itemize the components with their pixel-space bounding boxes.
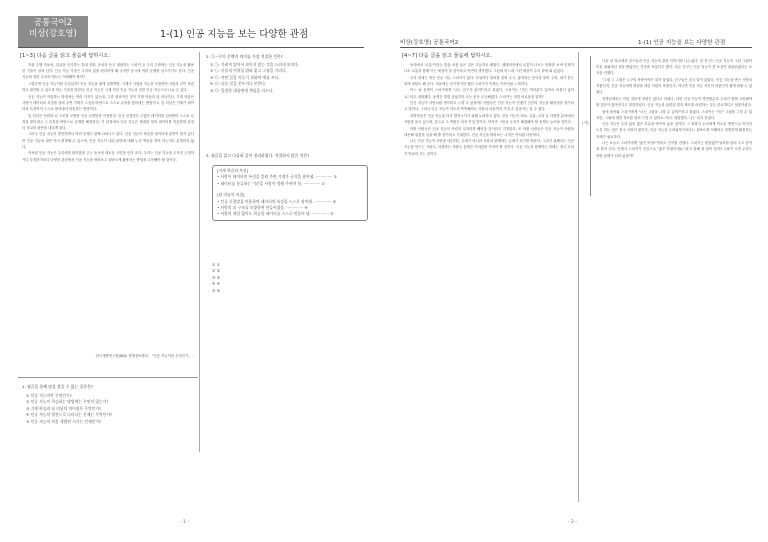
question-2-options xyxy=(210,62,365,94)
paragraph: 그렇다면 인공 지능이란 무엇일까? 인공 지능을 쉽게 설명하면, 기계가 사람의 지능을 모방하여 사람과 같이 학습하고 판단할 수 있도록 하는 기술을 말한다. 인공 지능은 크게 약한 인공 지능과 강한 인공 지능으로 나눌 수 있다. xyxy=(22,81,194,93)
option[interactable]: ① ㉠: 가려져 있어서 보이지 않는 것을 드러내 보이다. xyxy=(210,62,300,67)
choice[interactable]: ② ② xyxy=(212,268,221,274)
box-item: • 사람의 뇌 구조를 모방하여 만들어졌음. ·············· ④ xyxy=(217,205,308,211)
paragraph: 자율 주행 자동차, 얼굴을 인식하는 휴대 전화, 음성을 듣고 대답하는 스피커 등 우리 주변에는 인공 지능을 활용한 기술이 넘쳐 난다. 인공 지능 기술은 우리의 삶을 편리하게 해 주지만 동시에 여러 문제를 일으키기도 한다. 인공 지능에 대한 우리의 태도는 어떠해야 할까? xyxy=(22,63,194,80)
passage-source: - 한국개발연구원(KDI) 경제정보센터, 「인공 지능이란 무엇인가」 - xyxy=(93,354,194,358)
option[interactable]: ⑤ 인공 지능이 처음 개발된 시기는 언제인가? xyxy=(26,418,102,424)
option[interactable]: ③ ㉢: 어떤 일을 이루기 위하여 애를 쓰다. xyxy=(210,74,280,80)
page-title: 1-(1) 인공 지능을 보는 다양한 관점 xyxy=(160,29,309,40)
paragraph: 선생님께서는 이런 질문에 정답은 없다고 하셨다. 다만 인공 지능이 발전할수록 우리가 함께 고민해야 할 질문이 많아진다고 말씀하셨다. 인공 지능과 관련된 법과 제도를 마련하는 일도 중요하다고 덧붙이셨다. xyxy=(596,96,752,108)
paragraph: 어떤 사람들은 인공 지능이 사람의 일자리를 빼앗을 것이라고 걱정한다. 또 어떤 사람들은 인공 지능이 사람을 대신해 위험한 일을 해 줄 것이라고 기대한다. 인공 지능을 바라보는 시각은 이처럼 다양하다. xyxy=(404,126,574,137)
paragraph: 인공 지능이 학습하는 방법에는 여러 가지가 있는데, 그중 대표적인 것이 기계 학습과 딥 러닝이다. 기계 학습은 사람이 데이터의 특징을 알려 주면 기계가 그것을 바탕으로 스스로 규칙을 찾아내는 방법이고, 딥 러닝은 기계가 데이터의 특징까지 스스로 찾아내어 학습하는 방법이다. xyxy=(22,94,194,112)
column-divider xyxy=(199,52,200,452)
box-heading: [기계 학습의 특징] xyxy=(217,168,249,173)
paragraph: 집에 돌아와 스피커에게 "너는 그림을 그릴 수 있어?"라고 물었다. 스피커는 "저는 그림을 그릴 수 없지만, 그림에 대한 정보를 알려 드릴 수 있어요."라고 대답했다. 나는 피식 웃었다. xyxy=(596,109,752,120)
box-heading: [딥 러닝의 특징] xyxy=(217,192,245,198)
question-3-stem: 3. 윗글을 읽고 다음과 같이 정리하였다. 적절하지 않은 것은? xyxy=(206,153,310,158)
box-item: • 사람의 개입 없이도 학습할 데이터를 스스로 만들어 냄. ·············· ⑤ xyxy=(217,211,334,217)
side-mark: (가) xyxy=(582,120,589,125)
paragraph: 이처럼 인공 지능은 우리에게 편리함을 주는 동시에 새로운 고민을 안겨 준다. 우리는 인공 지능을 무조건 긍정하거나 부정하기보다 다양한 관점에서 인공 지능을 바라보고 올바르게 활용하는 방법을 고민해야 할 것이다. xyxy=(22,151,194,162)
option[interactable]: ③ 기계 학습과 딥 러닝의 차이점은 무엇인가? xyxy=(26,405,102,411)
option[interactable]: ② ㉡: 사물의 이치를 밝혀 옳고 그름을 가리다. xyxy=(210,68,287,74)
box-item: • 인공 신경망을 이용하여 데이터의 특징을 스스로 찾아냄. ·············· ③ xyxy=(217,198,336,204)
option[interactable]: ① 인공 지능이란 무엇인가? xyxy=(26,393,72,398)
paragraph: "그럼 그 그림은 누구의 작품이야?" 내가 물었다. 친구들은 잠시 말이 없었다. 인공 지능을 만든 사람의 작품인지, 인공 지능에게 명령을 내린 사람의 작품인지, 아니면 인공 지능 자신의 작품인지 쉽게 답할 수 없었다. xyxy=(596,77,752,95)
choice[interactable]: ③ ③ xyxy=(212,274,221,280)
page-number-1: - 1 - xyxy=(180,520,189,525)
option[interactable]: ④ ㉣: 다른 것을 본뜨거나 본받다. xyxy=(210,81,267,87)
choice[interactable]: ⑤ ⑤ xyxy=(212,287,221,293)
passage-2-left xyxy=(404,62,574,157)
page-number-2: - 2 - xyxy=(568,520,577,525)
summary-box xyxy=(212,165,368,221)
page2-header-left: 비상(강호영) 공통국어2 xyxy=(400,40,459,46)
question-2-stem: 2. ㉠~㉤의 문맥적 의미를 가장 적절한 것은? xyxy=(206,54,283,59)
paragraph: 그러나 인공 지능이 발전하면서 여러 문제도 함께 나타나고 있다. 인공 지능이 학습한 데이터에 편견이 담겨 있다면 인공 지능의 판단 역시 편향될 수 있으며, 인공 지능이 내린 판단에 대해 누가 책임을 져야 하는지도 분명하지 않다. xyxy=(22,132,194,149)
paragraph: 동네에서 '로봇'이라는 말을 처음 들은 것은 초등학교 때였다. 텔레비전에서 로봇이 나오는 만화를 보며 언젠가 나도 로봇과 함께 사는 세상이 올 것이라고 막연히 생각했다. 그런데 어느새 그런 세상이 우리 곁에 와 있었다. xyxy=(404,63,574,74)
option[interactable]: ⑤ ㉤: 일정한 대상에게 책임을 지우다. xyxy=(210,87,274,93)
paragraph: 딥 러닝은 사람의 뇌 구조를 모방한 인공 신경망을 이용한다. 인공 신경망은 수많은 데이터를 입력받아 스스로 특징을 찾아내고 그 특징을 바탕으로 문제를 해결한다. 이 과정에서 인공 지능은 방대한 양의 데이터를 학습하며 점점 더 정교한 판단을 내리게 된다. xyxy=(22,113,194,130)
paragraph: 다음 날 학교에서 친구들과 인공 지능에 관한 이야기를 나누었다. 한 친구는 인공 지능이 그린 그림이 미술 대회에서 상을 받았다는 기사를 보았다고 했다. 다른 친구는 인공 지능이 쓴 소설이 출판되었다는 소식을 전했다. xyxy=(596,59,752,76)
paragraph: 어느 날 동생이 스피커에게 "너는 친구가 있어?"라고 물었다. 스피커는 "저는 여러분이 있어서 외롭지 않아요."라고 대답했다. 동생은 깔깔 웃었지만 나는 문득 궁금해졌다. 스피커는 정말 외로움을 알까? xyxy=(404,88,574,99)
question-3-choices xyxy=(212,262,272,294)
paragraph: 과학자들은 인공 지능을 더욱 발전시키기 위해 노력하고 있다. 인공 지능은 의료, 교통, 교육 등 다양한 분야에서 사람을 돕고 있으며, 앞으로 그 역할은 더욱 커질 것이다. 하지만 그만큼 우리가 해결해야 할 문제도 늘어날 것이다. xyxy=(404,113,574,125)
page2-header-rule xyxy=(400,47,752,48)
paragraph: 우리 집에는 작은 인공 지능 스피커가 있다. 아침마다 날씨를 알려 주고, 좋아하는 음악을 틀어 주며, 내가 묻는 말에 대답도 해 준다. 처음에는 신기하기만 했던 스피커가 이제는 가족처럼 느껴진다. xyxy=(404,75,574,86)
publisher-name: 비상(강호영) xyxy=(29,29,77,39)
paragraph: 인공 지능이 사람처럼 생각하고 느낄 수 있을까? 사람들은 인공 지능이 언젠가 인간의 지능을 뛰어넘을 것이라고 말한다. 그러나 인공 지능이 아무리 똑똑해져도 사람의 마음까지 가질 수 있을지는 알 수 없다. xyxy=(404,101,574,112)
option[interactable]: ② 인공 지능이 학습하는 방법에는 무엇이 있는가? xyxy=(26,399,109,405)
page2-header-right: 1-(1) 인공 지능을 보는 다양한 관점 xyxy=(638,40,726,46)
header-rule xyxy=(18,47,364,48)
subject-header-box xyxy=(18,16,88,48)
passage-2-right xyxy=(596,58,752,159)
question-1-stem: 1. 윗글을 통해 답을 찾을 수 없는 질문은? xyxy=(22,384,93,389)
paragraph: 나는 오늘도 스피커에게 "좋은 아침!"이라고 인사를 건넨다. 스피커는 변함없이 날씨를 알려 주고 음악을 틀어 준다. 언젠가 스피커가 진심으로 "좋은 아침이에요."라고 말해 줄 날이 올까? 그날이 오면 우리는 어떤 관계가 되어 있을까? xyxy=(596,141,752,158)
passage-1 xyxy=(22,62,194,163)
subject-name: 공통국어2 xyxy=(33,18,73,28)
option[interactable]: ④ 인공 지능의 발전으로 나타나는 문제는 무엇인가? xyxy=(26,412,113,418)
instruction-1: [1~3] 다음 글을 읽고 물음에 답하시오. xyxy=(20,53,111,59)
paragraph: 인공 지능은 우리 삶의 많은 부분을 바꾸어 놓을 것이다. 그 변화가 우리에게 이로운 방향으로 이어지도록 하는 것은 결국 사람의 몫이다. 인공 지능을 두려워하기보다는 올바르게 이해하고 현명하게 활용하는 자세가 필요하다. xyxy=(596,122,752,139)
question-1-rule xyxy=(18,377,198,378)
box-item: • 데이터를 분류하는 기준을 사람이 정해 주어야 함. ·············· ② xyxy=(217,180,325,186)
choice[interactable]: ① ① xyxy=(212,262,221,267)
paragraph: 나는 인공 지능이 사람을 대신하는 존재가 아니라 사람과 함께하는 존재가 되기를 바란다. 그러기 위해서는 인공 지능을 만드는 사람도, 사용하는 사람도 올바른 가치관을 가져야 할 것이다. 인공 지능과 함께하는 미래는 결국 우리가 만들어 가는 것이다. xyxy=(404,139,574,156)
page2-column-divider xyxy=(578,52,579,502)
question-1-options xyxy=(26,393,196,425)
instruction-2: [4~7] 다음 글을 읽고 물음에 답하시오. xyxy=(402,53,493,59)
side-bracket xyxy=(590,56,591,196)
choice[interactable]: ④ ④ xyxy=(212,281,221,287)
box-item: • 사람이 데이터의 특징을 알려 주면 기계가 규칙을 찾아냄. ·············· ① xyxy=(217,174,338,180)
